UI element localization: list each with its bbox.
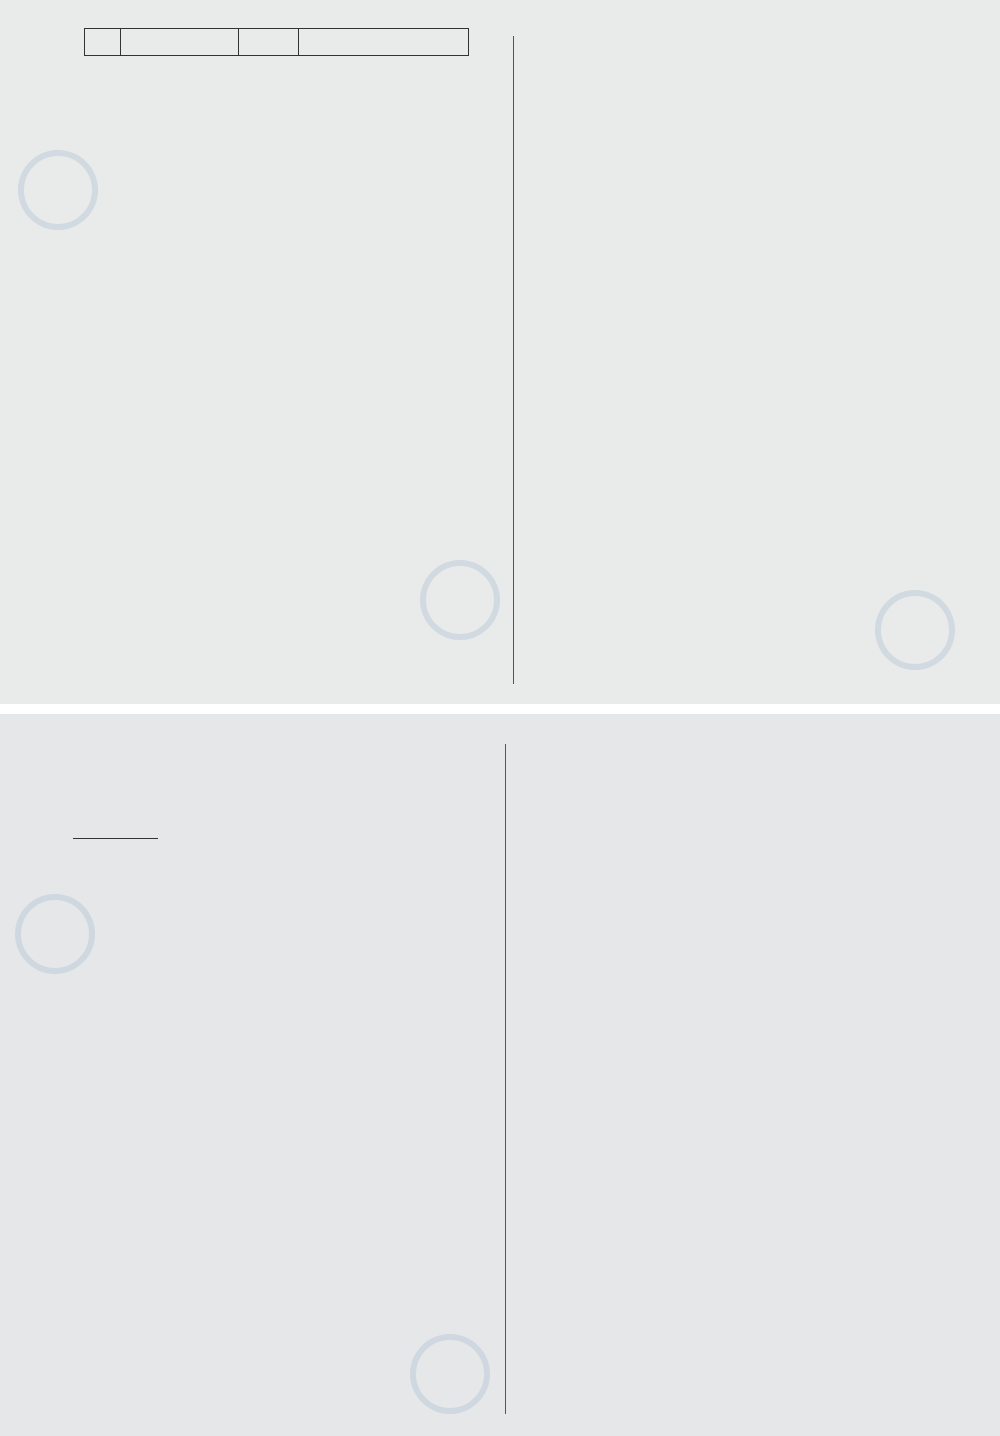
exam-authority-logo — [420, 560, 500, 640]
exam-authority-logo — [15, 894, 95, 974]
name-label — [85, 29, 121, 55]
column-divider — [513, 36, 514, 684]
name-box — [84, 28, 469, 56]
name-field[interactable] — [121, 29, 239, 55]
exam-authority-logo — [875, 590, 955, 670]
exam-id-field[interactable] — [299, 29, 466, 55]
exam-sheet-top — [0, 0, 1000, 704]
exam-authority-logo — [18, 150, 98, 230]
column-divider — [505, 744, 506, 1414]
exam-sheet-bottom — [0, 714, 1000, 1436]
exam-authority-logo — [410, 1334, 490, 1414]
answer-blank[interactable] — [73, 828, 158, 839]
q7-lower-couplet — [73, 828, 158, 842]
exam-id-label — [239, 29, 299, 55]
